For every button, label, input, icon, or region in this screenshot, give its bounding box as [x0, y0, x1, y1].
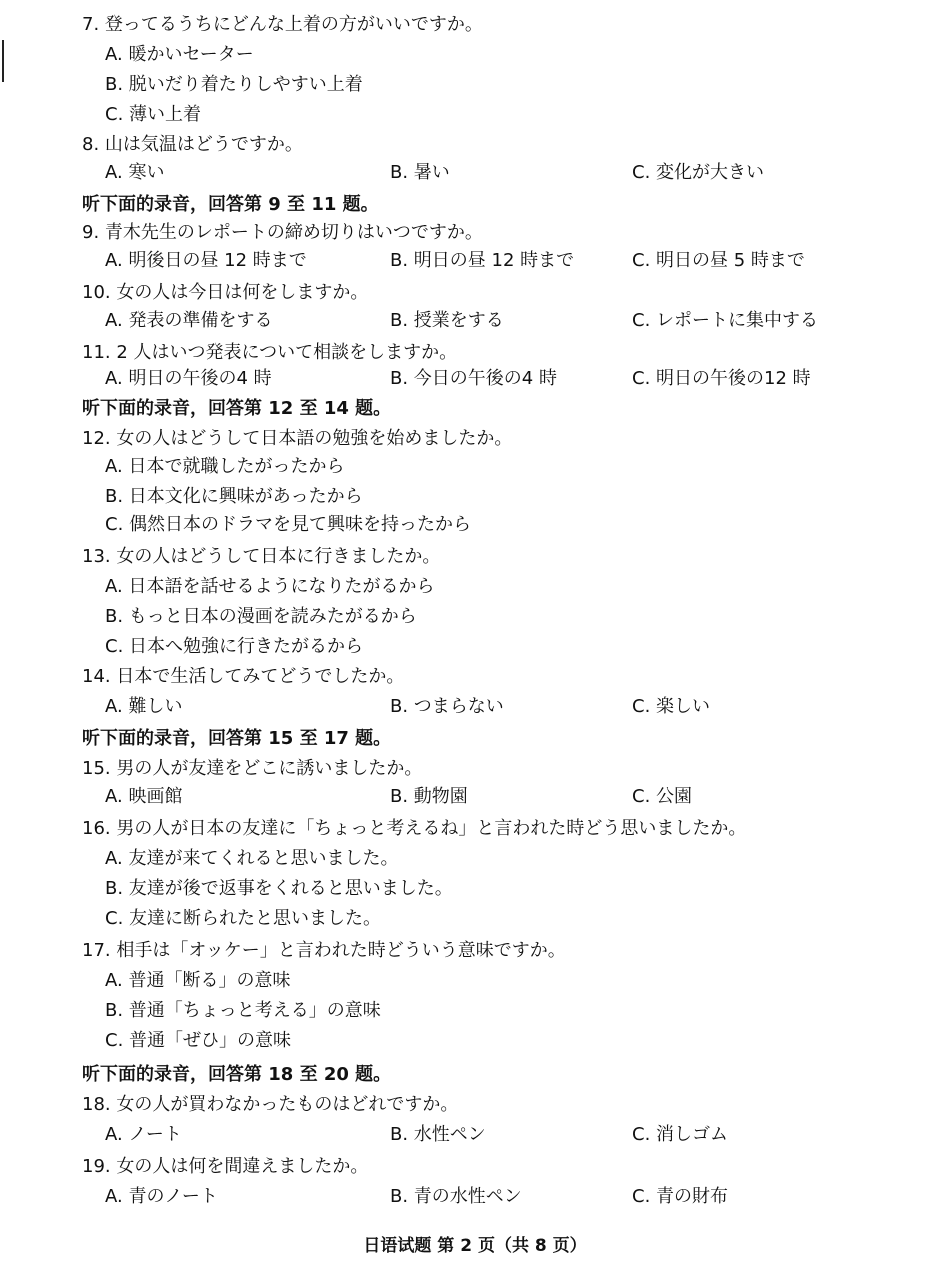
section-instruction: 听下面的录音，回答第 15 至 17 题。 [82, 728, 392, 749]
answer-option: B. 水性ペン [390, 1124, 486, 1145]
answer-option: B. 青の水性ペン [390, 1186, 522, 1207]
answer-option: C. 明日の昼 5 時まで [632, 250, 805, 271]
answer-option: B. 日本文化に興味があったから [105, 486, 363, 507]
answer-option: C. 普通「ぜひ」の意味 [105, 1030, 292, 1051]
answer-option: B. 普通「ちょっと考える」の意味 [105, 1000, 381, 1021]
answer-option: A. 普通「断る」の意味 [105, 970, 291, 991]
section-instruction: 听下面的录音，回答第 12 至 14 题。 [82, 398, 392, 419]
question-text: 14. 日本で生活してみてどうでしたか。 [82, 666, 405, 687]
answer-option: C. 薄い上着 [105, 104, 202, 125]
answer-option: C. レポートに集中する [632, 310, 819, 331]
answer-option: C. 変化が大きい [632, 162, 765, 183]
answer-option: A. 明日の午後の4 時 [105, 368, 272, 389]
answer-option: B. 友達が後で返事をくれると思いました。 [105, 878, 453, 899]
question-text: 17. 相手は「オッケー」と言われた時どういう意味ですか。 [82, 940, 566, 961]
question-text: 9. 青木先生のレポートの締め切りはいつですか。 [82, 222, 483, 243]
question-text: 8. 山は気温はどうですか。 [82, 134, 303, 155]
question-text: 13. 女の人はどうして日本に行きましたか。 [82, 546, 441, 567]
answer-option: C. 友達に断られたと思いました。 [105, 908, 382, 929]
answer-option: C. 楽しい [632, 696, 711, 717]
answer-option: A. 日本語を話せるようになりたがるから [105, 576, 435, 597]
answer-option: A. ノート [105, 1124, 182, 1145]
answer-option: A. 日本で就職したがったから [105, 456, 345, 477]
answer-option: C. 日本へ勉強に行きたがるから [105, 636, 364, 657]
answer-option: C. 青の財布 [632, 1186, 729, 1207]
answer-option: C. 偶然日本のドラマを見て興味を持ったから [105, 514, 472, 535]
answer-option: A. 寒い [105, 162, 165, 183]
answer-option: A. 映画館 [105, 786, 183, 807]
section-instruction: 听下面的录音，回答第 18 至 20 题。 [82, 1064, 392, 1085]
question-text: 15. 男の人が友達をどこに誘いましたか。 [82, 758, 423, 779]
question-text: 7. 登ってるうちにどんな上着の方がいいですか。 [82, 14, 483, 35]
question-text: 16. 男の人が日本の友達に「ちょっと考えるね」と言われた時どう思いましたか。 [82, 818, 747, 839]
answer-option: A. 難しい [105, 696, 183, 717]
answer-option: B. 明日の昼 12 時まで [390, 250, 575, 271]
answer-option: B. 暑い [390, 162, 450, 183]
question-text: 18. 女の人が買わなかったものはどれですか。 [82, 1094, 459, 1115]
answer-option: B. 今日の午後の4 時 [390, 368, 557, 389]
answer-option: A. 青のノート [105, 1186, 218, 1207]
question-text: 10. 女の人は今日は何をしますか。 [82, 282, 369, 303]
question-text: 12. 女の人はどうして日本語の勉強を始めましたか。 [82, 428, 513, 449]
answer-option: A. 友達が来てくれると思いました。 [105, 848, 399, 869]
answer-option: B. 授業をする [390, 310, 504, 331]
answer-option: A. 発表の準備をする [105, 310, 273, 331]
answer-option: B. 動物園 [390, 786, 468, 807]
answer-option: C. 消しゴム [632, 1124, 729, 1145]
section-instruction: 听下面的录音，回答第 9 至 11 题。 [82, 194, 379, 215]
page-footer: 日语试题 第 2 页（共 8 页） [363, 1236, 587, 1256]
answer-option: C. 明日の午後の12 時 [632, 368, 811, 389]
answer-option: B. つまらない [390, 696, 504, 717]
answer-option: A. 明後日の昼 12 時まで [105, 250, 307, 271]
question-text: 11. 2 人はいつ発表について相談をしますか。 [82, 342, 458, 363]
answer-option: B. もっと日本の漫画を読みたがるから [105, 606, 417, 627]
question-text: 19. 女の人は何を間違えましたか。 [82, 1156, 369, 1177]
answer-option: C. 公園 [632, 786, 693, 807]
answer-option: B. 脱いだり着たりしやすい上着 [105, 74, 363, 95]
answer-option: A. 暖かいセーター [105, 44, 254, 65]
